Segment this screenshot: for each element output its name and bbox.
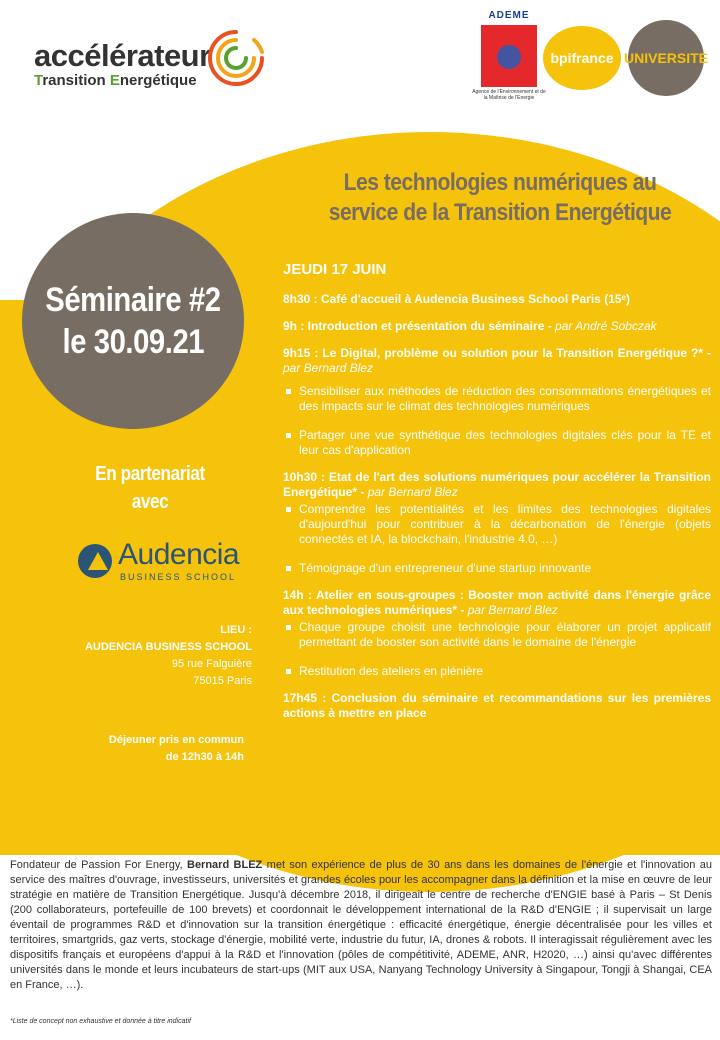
program: [283, 262, 711, 733]
title-line-2: service de la Transition Energétique: [328, 199, 672, 226]
list-item: Témoignage d'un entrepreneur d'une startup innovante: [283, 561, 711, 576]
page-title: [315, 168, 685, 228]
logo-name: accélérateur: [34, 38, 211, 73]
bio-intro: Fondateur de Passion For Energy,: [10, 859, 187, 871]
partnership-line-2: avec: [131, 491, 169, 513]
program-item-intro: [283, 319, 711, 334]
speaker-bio: [10, 858, 712, 993]
partnership-line-1: En partenariat: [95, 463, 205, 485]
list-item: Restitution des ateliers en plénière: [283, 664, 711, 679]
footnote: *Liste de concept non exhaustive et donnée à titre indicatif: [10, 1018, 191, 1025]
digital-heading: 9h15 : Le Digital, problème ou solution pour la Transition Energétique ?* -: [283, 346, 711, 360]
digital-speaker: par Bernard Blez: [283, 361, 374, 375]
venue-street: 95 rue Falguière: [171, 658, 252, 670]
seminar-badge: [22, 213, 244, 429]
audencia-sub: BUSINESS SCHOOL: [120, 572, 237, 582]
logo-sub-nergetique: nergétique: [119, 72, 197, 89]
accelerateur-mark-icon: [204, 26, 268, 90]
audencia-mark-icon: [78, 544, 112, 578]
intro-heading: 9h : Introduction et présentation du séminaire -: [283, 319, 556, 333]
seminar-number: Séminaire #2: [45, 281, 221, 319]
logo-sub-e: E: [109, 72, 120, 89]
ademe-caption: Agence de l'Environnement et de la Maîtrise de l'Energie: [472, 89, 546, 101]
program-item-workshop: [283, 588, 711, 679]
program-item-welcome: 8h30 : Café d'accueil à Audencia Business School Paris (15ᵉ): [283, 292, 631, 306]
bio-speaker-name: Bernard BLEZ: [187, 859, 263, 871]
venue-block: [40, 622, 252, 690]
program-item-conclusion: 17h45 : Conclusion du séminaire et recommandations sur les premières actions à mettre en place: [283, 691, 711, 720]
list-item: Partager une vue synthétique des technologies digitales clés pour la TE et leur cas d'application: [283, 428, 711, 458]
ademe-title: ADEME: [488, 10, 530, 21]
audencia-name: Audencia: [118, 538, 240, 571]
program-item-state-of-art: [283, 470, 711, 576]
partnership-label: [81, 460, 219, 516]
universite-logo: UNIVERSITE: [628, 20, 704, 96]
list-item: Sensibiliser aux méthodes de réduction des consommations énergétiques et des impacts sur le climat des technologies numériques: [283, 384, 711, 414]
state-of-art-heading: 10h30 : Etat de l'art des solutions numériques pour accélérer la Transition Energétique* -: [283, 470, 711, 499]
workshop-heading: 14h : Atelier en sous-groupes : Booster mon activité dans l'énergie grâce aux technologies numériques* -: [283, 588, 711, 617]
title-line-1: Les technologies numériques au: [343, 169, 657, 196]
venue-label: LIEU :: [220, 624, 252, 636]
intro-speaker: par André Sobczak: [555, 319, 657, 333]
venue-city: 75015 Paris: [193, 675, 252, 687]
lunch-info: [60, 732, 244, 766]
accelerateur-logo: [34, 40, 211, 88]
lunch-line-1: Déjeuner pris en commun: [108, 734, 244, 746]
bio-body: met son expérience de plus de 30 ans dans les domaines de l'énergie et l'innovation au service des maîtres d'ouvrage, investisseurs, universités et grandes écoles pour les accompagner dans la définition et la mise en œuvre de leur stratégie en matière de Transition Energétique. Jusqu'à décembre 2018, il dirigeait le centre de recherche d'ENGIE basé à Paris – St Denis (200 collaborateurs, portefeuille de 100 brevets) et coordonnait le développement international de la R&D d'ENGIE ; il supervisait un large éventail de programmes R&D et d'innovation sur la transition énergétique : efficacité énergétique, énergie décentralisée pour les villes et territoires, smartgrids, gaz verts, stockage d'énergie, mobilité verte, industrie du futur, IA, drones & robots. Il interagissait régulièrement avec les dispositifs français et européens d'appui à la R&D et l'innovation (pôles de compétitivité, ADEME, ANR, H2020, …) ainsi qu'avec différentes universités dans le monde et leurs incubateurs de start-ups (MIT aux USA, Nanyang Technology University à Singapour, Tongji à Shangai, CEA en France, …).: [10, 859, 712, 991]
program-item-digital: [283, 346, 711, 458]
lunch-line-2: de 12h30 à 14h: [165, 751, 244, 763]
logo-sub-ransition: ransition: [42, 72, 110, 89]
logo-sub-t: T: [34, 72, 43, 89]
program-date: JEUDI 17 JUIN: [283, 261, 387, 278]
venue-name: AUDENCIA BUSINESS SCHOOL: [84, 641, 252, 653]
logo-subtitle: [34, 73, 211, 88]
seminar-date: le 30.09.21: [62, 323, 204, 361]
ademe-emblem-icon: [481, 25, 537, 87]
bpifrance-logo: bpifrance: [543, 26, 621, 90]
state-of-art-speaker: par Bernard Blez: [367, 485, 458, 499]
workshop-speaker: par Bernard Blez: [467, 603, 558, 617]
list-item: Chaque groupe choisit une technologie pour élaborer un projet applicatif permettant de booster son activité dans le domaine de l'énergie: [283, 620, 711, 650]
list-item: Comprendre les potentialités et les limites des technologies digitales d'aujourd'hui pour contribuer à la décarbonation de l'énergie (objets connectés et IA, la blockchain, l'industrie 4.0, …): [283, 502, 711, 547]
ademe-logo: [472, 10, 546, 101]
